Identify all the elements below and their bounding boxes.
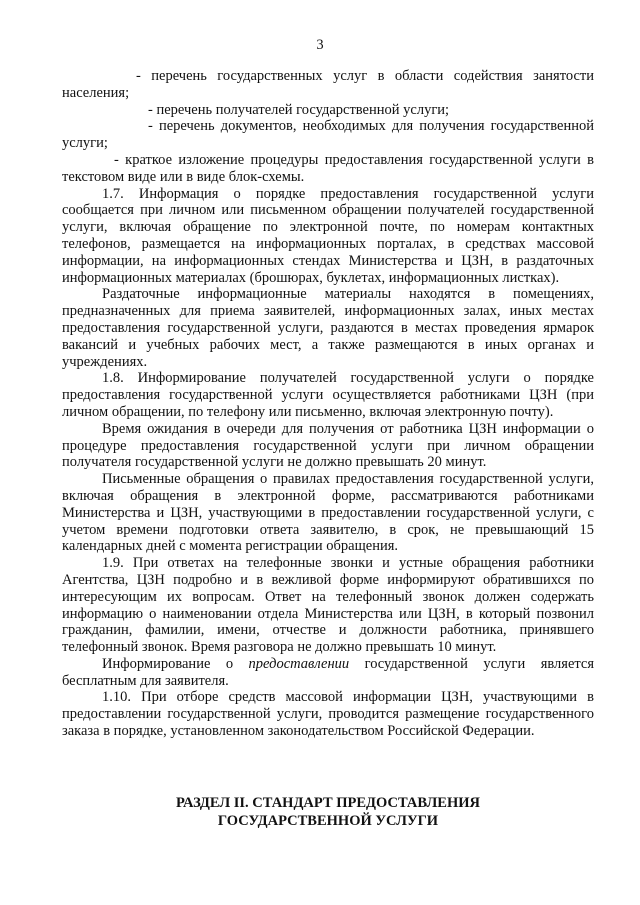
page-number: 3 <box>316 37 324 53</box>
free-info-emphasis: предоставлении <box>248 655 350 672</box>
bullet-documents-list: - перечень документов, необходимых для получения государственной услуги; <box>62 118 594 152</box>
free-info-text-start: Информирование о <box>102 655 249 672</box>
paragraph-1-10: 1.10. При отборе средств массовой информации ЦЗН, участвующими в предоставлении государственной услуги, проводится размещение государственного заказа в порядке, установленном законодательством Российской Федерации. <box>62 689 594 740</box>
paragraph-written-requests: Письменные обращения о правилах предоставления государственной услуги, включая обращения в электронной форме, рассматриваются работниками Министерства и ЦЗН, участвующими в предоставлении государственной услуги, с учетом времени подготовки ответа заявителю, в срок, не превышающий 15 календарных дней с момента регистрации обращения. <box>62 471 594 555</box>
section-heading <box>62 794 594 830</box>
paragraph-1-9: 1.9. При ответах на телефонные звонки и устные обращения работники Агентства, ЦЗН подробно и в вежливой форме информируют обратившихся по интересующим их вопросам. Ответ на телефонный звонок должен содержать информацию о наименовании отдела Министерства или ЦЗН, в который позвонил гражданин, фамилии, имени, отчестве и должности работника, принявшего телефонный звонок. Время разговора не должно превышать 10 минут. <box>62 555 594 656</box>
paragraph-1-8: 1.8. Информирование получателей государственной услуги о порядке предоставления государственной услуги осуществляется работниками ЦЗН (при личном обращении, по телефону или письменно, включая электронную почту). <box>62 370 594 420</box>
paragraph-1-7: 1.7. Информация о порядке предоставления государственной услуги сообщается при личном или письменном обращении получателей государственной услуги, включая обращение по электронной почте, по номерам контактных телефонов, размещается на информационных порталах, в средствах массовой информации, на информационных стендах Министерства и ЦЗН, в раздаточных информационных материалах (брошюрах, буклетах, информационных листках). <box>62 185 594 286</box>
body-text <box>62 68 594 740</box>
bullet-procedure-summary: - краткое изложение процедуры предоставления государственной услуги в текстовом виде или в виде блок-схемы. <box>62 151 594 185</box>
section-heading-line-2: ГОСУДАРСТВЕННОЙ УСЛУГИ <box>217 813 439 829</box>
free-info-text-end: государственной услуги является бесплатным для заявителя. <box>62 655 595 689</box>
bullet-services-list: - перечень государственных услуг в области содействия занятости населения; <box>62 68 594 101</box>
section-heading-line-1: РАЗДЕЛ II. СТАНДАРТ ПРЕДОСТАВЛЕНИЯ <box>175 795 480 811</box>
paragraph-waiting-time: Время ожидания в очереди для получения от работника ЦЗН информации о процедуре предоставления государственной услуги при личном обращении получателя государственной услуги не должно превышать 20 минут. <box>62 420 594 471</box>
paragraph-handouts: Раздаточные информационные материалы находятся в помещениях, предназначенных для приема заявителей, информационных залах, иных местах предоставления государственной услуги, раздаются в местах проведения ярмарок вакансий и учебных рабочих мест, а также размещаются в иных органах и учреждениях. <box>62 286 594 370</box>
bullet-recipients-list: - перечень получателей государственной услуги; <box>148 101 450 118</box>
paragraph-free-information <box>62 656 594 690</box>
